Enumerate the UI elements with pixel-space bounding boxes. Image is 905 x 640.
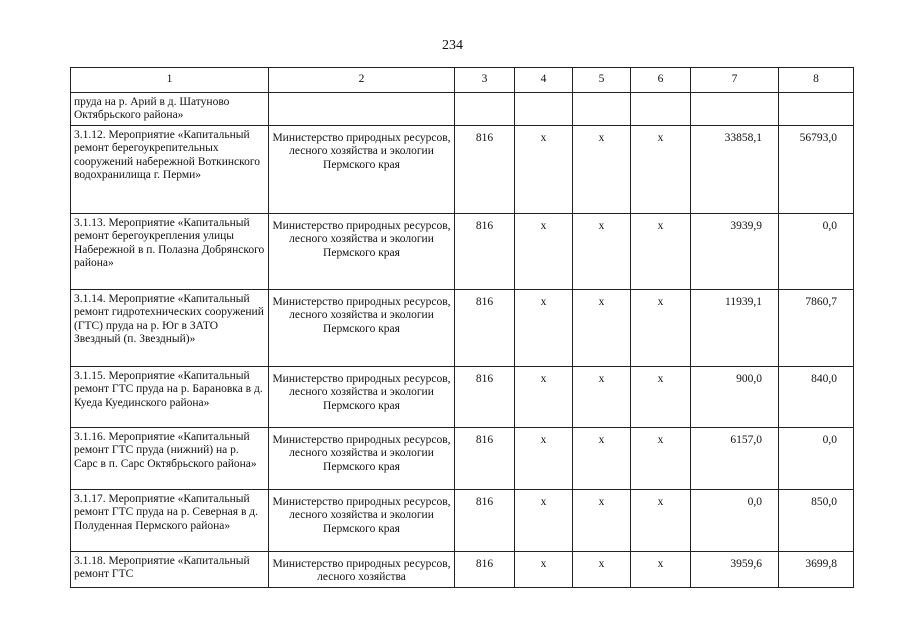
column-header: 1 [71, 68, 269, 93]
cell-col5: х [573, 552, 631, 588]
column-header: 7 [691, 68, 779, 93]
column-header: 4 [515, 68, 573, 93]
value-col8: 3699,8 [779, 552, 854, 588]
measure-name: 3.1.15. Мероприятие «Капитальный ремонт ГТС пруда на р. Барановка в д. Куеда Куединского района» [71, 367, 269, 428]
measure-name: 3.1.16. Мероприятие «Капитальный ремонт ГТС пруда (нижний) на р. Сарс в п. Сарс Октябрьского района» [71, 428, 269, 490]
cell-col4: х [515, 428, 573, 490]
table-row [71, 126, 854, 214]
table-row [71, 290, 854, 367]
table-row [71, 214, 854, 290]
responsible-agency: Министерство природных ресурсов, лесного хозяйства и экологии Пермского края [269, 126, 455, 214]
measure-name: пруда на р. Арий в д. Шатуново Октябрьского района» [71, 93, 269, 126]
responsible-agency: Министерство природных ресурсов, лесного хозяйства [269, 552, 455, 588]
value-col7: 3959,6 [691, 552, 779, 588]
measure-name: 3.1.18. Мероприятие «Капитальный ремонт ГТС [71, 552, 269, 588]
table-row [71, 428, 854, 490]
code-cell: 816 [455, 367, 515, 428]
value-col7: 11939,1 [691, 290, 779, 367]
measure-name: 3.1.14. Мероприятие «Капитальный ремонт гидротехнических сооружений (ГТС) пруда на р. Юг в ЗАТО Звездный (п. Звездный)» [71, 290, 269, 367]
cell-col6: х [631, 490, 691, 552]
code-cell: 816 [455, 552, 515, 588]
value-col8: 0,0 [779, 214, 854, 290]
column-header: 5 [573, 68, 631, 93]
measure-name: 3.1.17. Мероприятие «Капитальный ремонт ГТС пруда на р. Северная в д. Полуденная Пермского района» [71, 490, 269, 552]
cell-col4: х [515, 552, 573, 588]
code-cell: 816 [455, 214, 515, 290]
column-header: 8 [779, 68, 854, 93]
value-col8 [779, 93, 854, 126]
value-col8: 56793,0 [779, 126, 854, 214]
cell-col4: х [515, 490, 573, 552]
cell-col5: х [573, 290, 631, 367]
responsible-agency [269, 93, 455, 126]
page-number: 234 [442, 38, 463, 53]
measure-name: 3.1.12. Мероприятие «Капитальный ремонт берегоукрепительных сооружений набережной Воткинского водохранилища г. Перми» [71, 126, 269, 214]
cell-col6: х [631, 214, 691, 290]
code-cell: 816 [455, 126, 515, 214]
cell-col4: х [515, 290, 573, 367]
table-header-row [71, 68, 854, 93]
cell-col4 [515, 93, 573, 126]
cell-col6 [631, 93, 691, 126]
value-col7: 0,0 [691, 490, 779, 552]
cell-col5: х [573, 367, 631, 428]
cell-col5: х [573, 428, 631, 490]
table-row [71, 490, 854, 552]
cell-col6: х [631, 290, 691, 367]
column-header: 2 [269, 68, 455, 93]
column-header: 3 [455, 68, 515, 93]
value-col8: 7860,7 [779, 290, 854, 367]
code-cell [455, 93, 515, 126]
code-cell: 816 [455, 290, 515, 367]
cell-col6: х [631, 552, 691, 588]
cell-col5: х [573, 490, 631, 552]
cell-col6: х [631, 126, 691, 214]
responsible-agency: Министерство природных ресурсов, лесного хозяйства и экологии Пермского края [269, 490, 455, 552]
budget-table [70, 67, 854, 588]
cell-col4: х [515, 126, 573, 214]
value-col8: 850,0 [779, 490, 854, 552]
table-row [71, 552, 854, 588]
value-col7: 900,0 [691, 367, 779, 428]
cell-col5: х [573, 214, 631, 290]
table-row [71, 367, 854, 428]
cell-col4: х [515, 367, 573, 428]
column-header: 6 [631, 68, 691, 93]
table-row [71, 93, 854, 126]
cell-col6: х [631, 367, 691, 428]
code-cell: 816 [455, 428, 515, 490]
value-col8: 0,0 [779, 428, 854, 490]
code-cell: 816 [455, 490, 515, 552]
responsible-agency: Министерство природных ресурсов, лесного хозяйства и экологии Пермского края [269, 214, 455, 290]
value-col7 [691, 93, 779, 126]
value-col7: 6157,0 [691, 428, 779, 490]
responsible-agency: Министерство природных ресурсов, лесного хозяйства и экологии Пермского края [269, 367, 455, 428]
cell-col5: х [573, 126, 631, 214]
value-col7: 33858,1 [691, 126, 779, 214]
measure-name: 3.1.13. Мероприятие «Капитальный ремонт берегоукрепления улицы Набережной в п. Полазна Добрянского района» [71, 214, 269, 290]
cell-col4: х [515, 214, 573, 290]
value-col8: 840,0 [779, 367, 854, 428]
cell-col6: х [631, 428, 691, 490]
cell-col5 [573, 93, 631, 126]
responsible-agency: Министерство природных ресурсов, лесного хозяйства и экологии Пермского края [269, 428, 455, 490]
value-col7: 3939,9 [691, 214, 779, 290]
responsible-agency: Министерство природных ресурсов, лесного хозяйства и экологии Пермского края [269, 290, 455, 367]
